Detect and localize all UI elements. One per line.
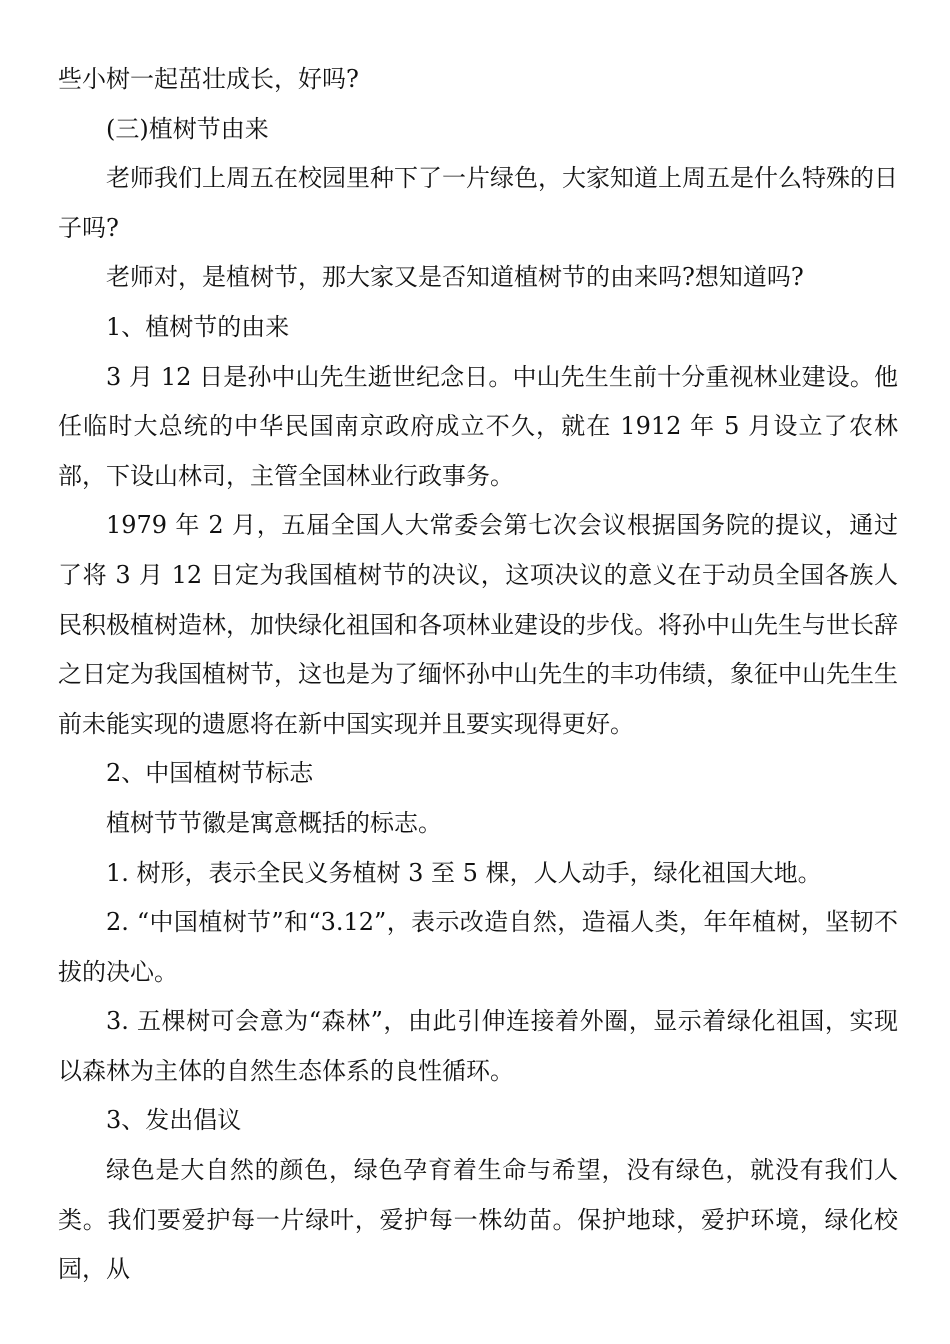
paragraph-1979-decision: 1979 年 2 月，五届全国人大常委会第七次会议根据国务院的提议，通过了将 3 月 12 日定为我国植树节的决议，这项决议的意义在于动员全国各族人民积极植树造林，加快绿化祖国和各项林业建设的步伐。将孙中山先生与世长辞之日定为我国植树节，这也是为了缅怀孙中山先生的丰功伟绩，象征中山先生生前未能实现的遗愿将在新中国实现并且要实现得更好。 (58, 511, 898, 738)
list-item-tree-shape: 1. 树形，表示全民义务植树 3 至 5 棵，人人动手，绿化祖国大地。 (106, 858, 822, 887)
paragraph-green-initiative: 绿色是大自然的颜色，绿色孕育着生命与希望，没有绿色，就没有我们人类。我们要爱护每一片绿叶，爱护每一株幼苗。保护地球，爱护环境，绿化校园，从 (58, 1156, 898, 1284)
paragraph-sun-yatsen: 3 月 12 日是孙中山先生逝世纪念日。中山先生生前十分重视林业建设。他任临时大总统的中华民国南京政府成立不久，就在 1912 年 5 月设立了农林部，下设山林司，主管全国林业行政事务。 (58, 362, 898, 490)
subheading-emblem: 2、中国植树节标志 (106, 759, 314, 788)
list-item-text-312: 2. “中国植树节”和“3.12”，表示改造自然，造福人类，年年植树，坚韧不拔的决心。 (58, 908, 898, 986)
section-heading-origin: (三)植树节由来 (106, 114, 269, 143)
subheading-origin: 1、植树节的由来 (106, 312, 290, 341)
subheading-initiative: 3、发出倡议 (106, 1106, 242, 1135)
paragraph-emblem-intro: 植树节节徽是寓意概括的标志。 (106, 808, 442, 837)
paragraph-teacher-answer: 老师对，是植树节，那大家又是否知道植树节的由来吗?想知道吗? (106, 263, 804, 292)
list-item-five-trees: 3. 五棵树可会意为“森林”，由此引伸连接着外圈，显示着绿化祖国，实现以森林为主体的自然生态体系的良性循环。 (58, 1007, 898, 1085)
paragraph-teacher-question: 老师我们上周五在校园里种下了一片绿色，大家知道上周五是什么特殊的日子吗? (58, 164, 898, 242)
paragraph-continuation: 些小树一起茁壮成长，好吗? (58, 65, 359, 93)
document-body (58, 55, 898, 1295)
